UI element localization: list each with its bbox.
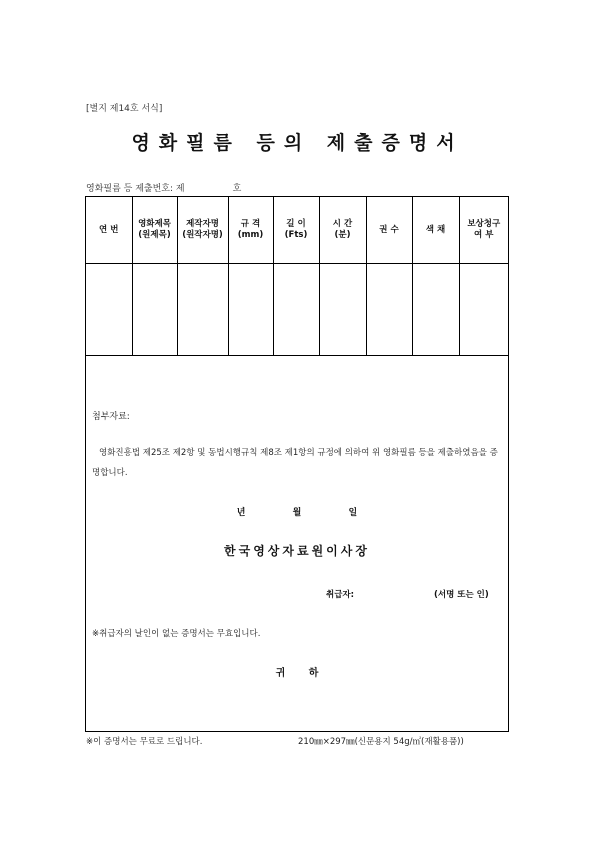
cell-producer-name[interactable]: [177, 264, 228, 356]
issuing-organization: 한국영상자료원이사장: [224, 544, 370, 558]
table-row: [86, 264, 508, 356]
header-producer-name: 제작자명 (원작자명): [177, 197, 228, 264]
cell-serial-number[interactable]: [86, 264, 132, 356]
header-format: 규 격 (mm): [228, 197, 273, 264]
footer-free-note: ※이 증명서는 무료로 드립니다.: [86, 737, 203, 747]
handler-label: 취급자:: [326, 590, 355, 600]
date-day-label: 일: [348, 508, 358, 518]
header-reel-count: 권 수: [366, 197, 412, 264]
header-film-title: 영화제목 (원제목): [132, 197, 177, 264]
cell-reel-count[interactable]: [366, 264, 412, 356]
cell-duration[interactable]: [319, 264, 366, 356]
form-number-label: [별지 제14호 서식]: [86, 104, 163, 114]
cell-length[interactable]: [273, 264, 319, 356]
addressee: [86, 664, 508, 679]
cell-format[interactable]: [228, 264, 273, 356]
addressee-first: 귀: [275, 668, 286, 679]
header-duration: 시 간 (분): [319, 197, 366, 264]
certification-statement: 영화진흥법 제25조 제2항 및 동법시행규칙 제8조 제1항의 규정에 의하여 위 영화필름 등을 제출하였음을 증명합니다.: [92, 448, 498, 478]
date-month-label: 월: [292, 508, 302, 518]
cell-film-title[interactable]: [132, 264, 177, 356]
cell-compensation-claim[interactable]: [459, 264, 508, 356]
cell-color[interactable]: [412, 264, 459, 356]
date-year-label: 년: [236, 508, 246, 518]
registration-number-line: [86, 181, 241, 194]
registration-suffix: 호: [232, 184, 242, 194]
attachments-label: 첨부자료:: [92, 412, 130, 422]
validity-note: ※취급자의 날인이 없는 증명서는 무효입니다.: [92, 629, 261, 639]
footer-paper-spec: 210㎜×297㎜(신문용지 54g/㎡(재활용품)): [298, 737, 464, 747]
header-compensation-claim: 보상청구 여 부: [459, 197, 508, 264]
registration-prefix: 영화필름 등 제출번호: 제: [86, 184, 185, 194]
addressee-second: 하: [308, 668, 319, 679]
document-title: 영화필름 등의 제출증명서: [131, 132, 464, 154]
issue-date: [86, 505, 508, 518]
film-table: [86, 197, 508, 356]
table-header-row: [86, 197, 508, 264]
header-color: 색 채: [412, 197, 459, 264]
header-serial-number: 연 번: [86, 197, 132, 264]
certificate-form: [85, 196, 509, 732]
header-length: 길 이 (Fts): [273, 197, 319, 264]
signature-hint: (서명 또는 인): [434, 590, 489, 600]
